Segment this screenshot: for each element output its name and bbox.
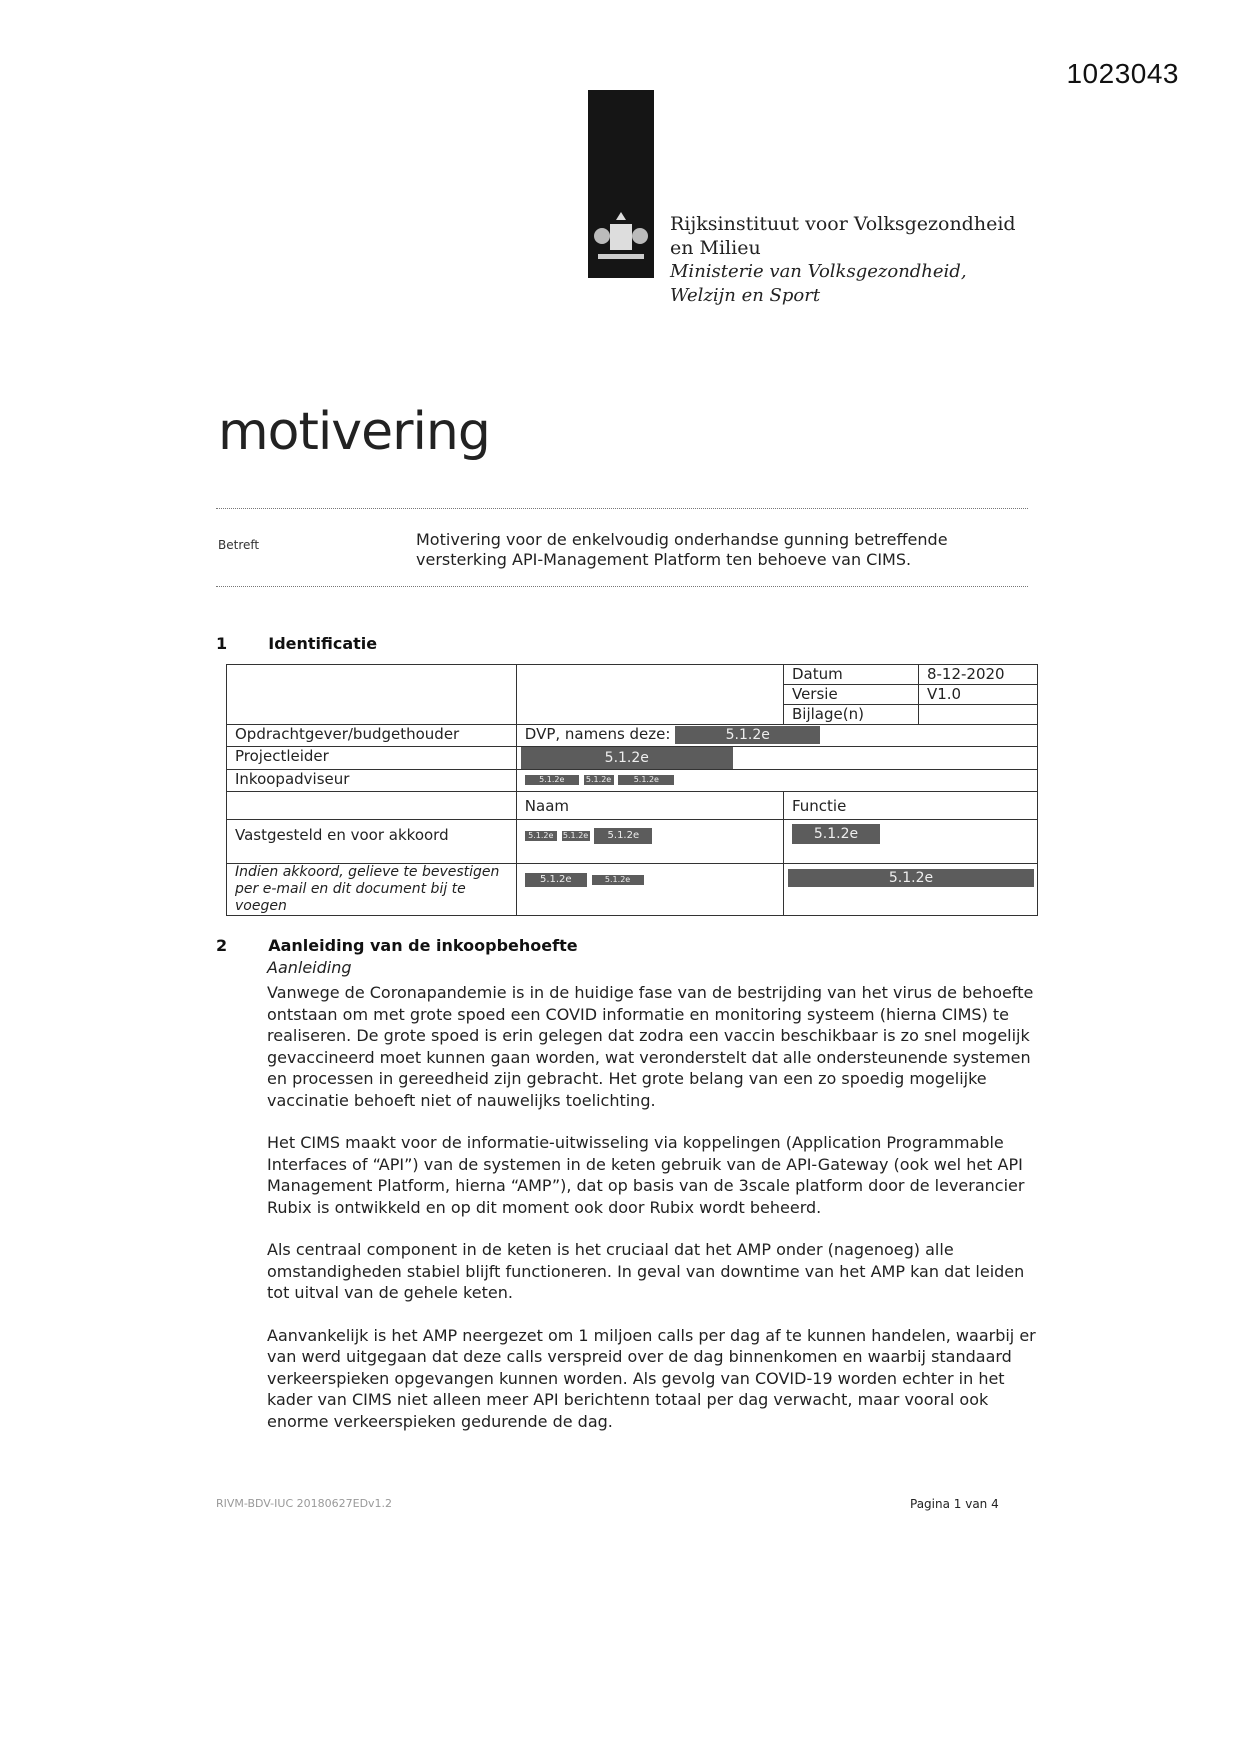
section-1-title: Identificatie	[268, 634, 378, 653]
opdrachtgever-label: Opdrachtgever/budgethouder	[227, 725, 517, 747]
section-1-heading	[216, 634, 377, 653]
document-number: 1023043	[1066, 58, 1179, 89]
ministry-line-2: Welzijn en Sport	[670, 285, 821, 306]
empty-cell	[227, 665, 517, 725]
redaction-block: 5.1.2e	[525, 831, 557, 841]
empty-cell	[227, 792, 517, 820]
redaction-block: 5.1.2e	[792, 824, 880, 844]
empty-cell	[516, 665, 783, 725]
projectleider-value	[516, 747, 1037, 770]
vastgesteld-label: Vastgesteld en voor akkoord	[227, 820, 517, 864]
redaction-block: 5.1.2e	[562, 830, 589, 840]
redaction-block: 5.1.2e	[675, 726, 820, 744]
section-1-number: 1	[216, 634, 228, 653]
section-2-subtitle: Aanleiding	[267, 958, 352, 977]
redaction-block: 5.1.2e	[592, 875, 644, 885]
akkoord-naam	[516, 864, 783, 916]
inkoopadviseur-label: Inkoopadviseur	[227, 770, 517, 792]
paragraph: Het CIMS maakt voor de informatie-uitwisseling via koppelingen (Application Programmable Interfaces of “API”) van de systemen in de keten gebruik van de API-Gateway (ook wel het API Management Platform, hierna “AMP”), dat op basis van de 3scale platform door de leverancier Rubix is ontwikkeld en op dit moment ook door Rubix wordt beheerd.	[267, 1133, 1025, 1217]
identification-table	[226, 664, 1038, 916]
section-2-heading	[216, 936, 578, 955]
ministry-line-1: Ministerie van Volksgezondheid,	[670, 261, 967, 282]
footer-page-number: Pagina 1 van 4	[910, 1497, 999, 1511]
redaction-block: 5.1.2e	[618, 775, 674, 785]
rijkswapen-emblem-icon	[590, 210, 652, 264]
meta-label: Versie	[783, 685, 918, 705]
meta-value: V1.0	[918, 685, 1037, 705]
footer-reference: RIVM-BDV-IUC 20180627EDv1.2	[216, 1497, 393, 1510]
redaction-block: 5.1.2e	[525, 775, 579, 785]
meta-value: 8-12-2020	[918, 665, 1037, 685]
redaction-block: 5.1.2e	[594, 828, 652, 844]
redaction-block: 5.1.2e	[788, 869, 1034, 887]
vastgesteld-functie	[783, 820, 1037, 864]
divider-bottom	[216, 586, 1028, 587]
paragraph: Aanvankelijk is het AMP neergezet om 1 miljoen calls per dag af te kunnen handelen, waarbij er van werd uitgegaan dat deze calls verspreid over de dag binnenkomen en waarbij standaard verkeerspieken opgevangen kunnen worden. Als gevolg van COVID-19 worden echter in het kader van CIMS niet alleen meer API berichtenn totaal per dag verwacht, maar vooral ook enorme verkeerspieken gedurende de dag.	[267, 1325, 1036, 1431]
betreft-text: Motivering voor de enkelvoudig onderhandse gunning betreffende versterking API-Management Platform ten behoeve van CIMS.	[416, 530, 948, 569]
vastgesteld-naam	[516, 820, 783, 864]
section-2-number: 2	[216, 936, 228, 955]
meta-label: Bijlage(n)	[783, 705, 918, 725]
opdrachtgever-text: DVP, namens deze:	[524, 725, 671, 743]
functie-header: Functie	[783, 792, 1037, 820]
divider-top	[216, 508, 1028, 509]
org-line-2: en Milieu	[670, 237, 761, 259]
paragraph: Vanwege de Coronapandemie is in de huidige fase van de bestrijding van het virus de behoefte ontstaan om met grote spoed een COVID informatie en monitoring systeem (hierna CIMS) te realiseren. De grote spoed is erin gelegen dat zodra een vaccin beschikbaar is zo snel mogelijk gevaccineerd moet kunnen gaan worden, wat veronderstelt dat alle ondersteunende systemen en processen in gereedheid zijn gebracht. Het grote belang van een zo spoedig mogelijke vaccinatie behoeft niet of nauwelijks toelichting.	[267, 983, 1034, 1110]
opdrachtgever-value	[516, 725, 1037, 747]
redaction-block: 5.1.2e	[525, 873, 587, 887]
betreft-label: Betreft	[218, 538, 260, 552]
redaction-block: 5.1.2e	[584, 775, 614, 785]
section-2-body	[267, 982, 1037, 1453]
org-line-1: Rijksinstituut voor Volksgezondheid	[670, 213, 1016, 235]
akkoord-note: Indien akkoord, gelieve te bevestigen per e-mail en dit document bij te voegen	[227, 864, 517, 916]
meta-label: Datum	[783, 665, 918, 685]
organisation-name	[670, 212, 1016, 308]
naam-header: Naam	[516, 792, 783, 820]
meta-value	[918, 705, 1037, 725]
redaction-block: 5.1.2e	[521, 747, 733, 769]
inkoopadviseur-value	[516, 770, 1037, 792]
page-title: motivering	[218, 402, 490, 462]
akkoord-functie	[783, 864, 1037, 916]
section-2-title: Aanleiding van de inkoopbehoefte	[268, 936, 578, 955]
paragraph: Als centraal component in de keten is het cruciaal dat het AMP onder (nagenoeg) alle omstandigheden stabiel blijft functioneren. In geval van downtime van het AMP kan dat leiden tot uitval van de gehele keten.	[267, 1240, 1025, 1302]
projectleider-label: Projectleider	[227, 747, 517, 770]
